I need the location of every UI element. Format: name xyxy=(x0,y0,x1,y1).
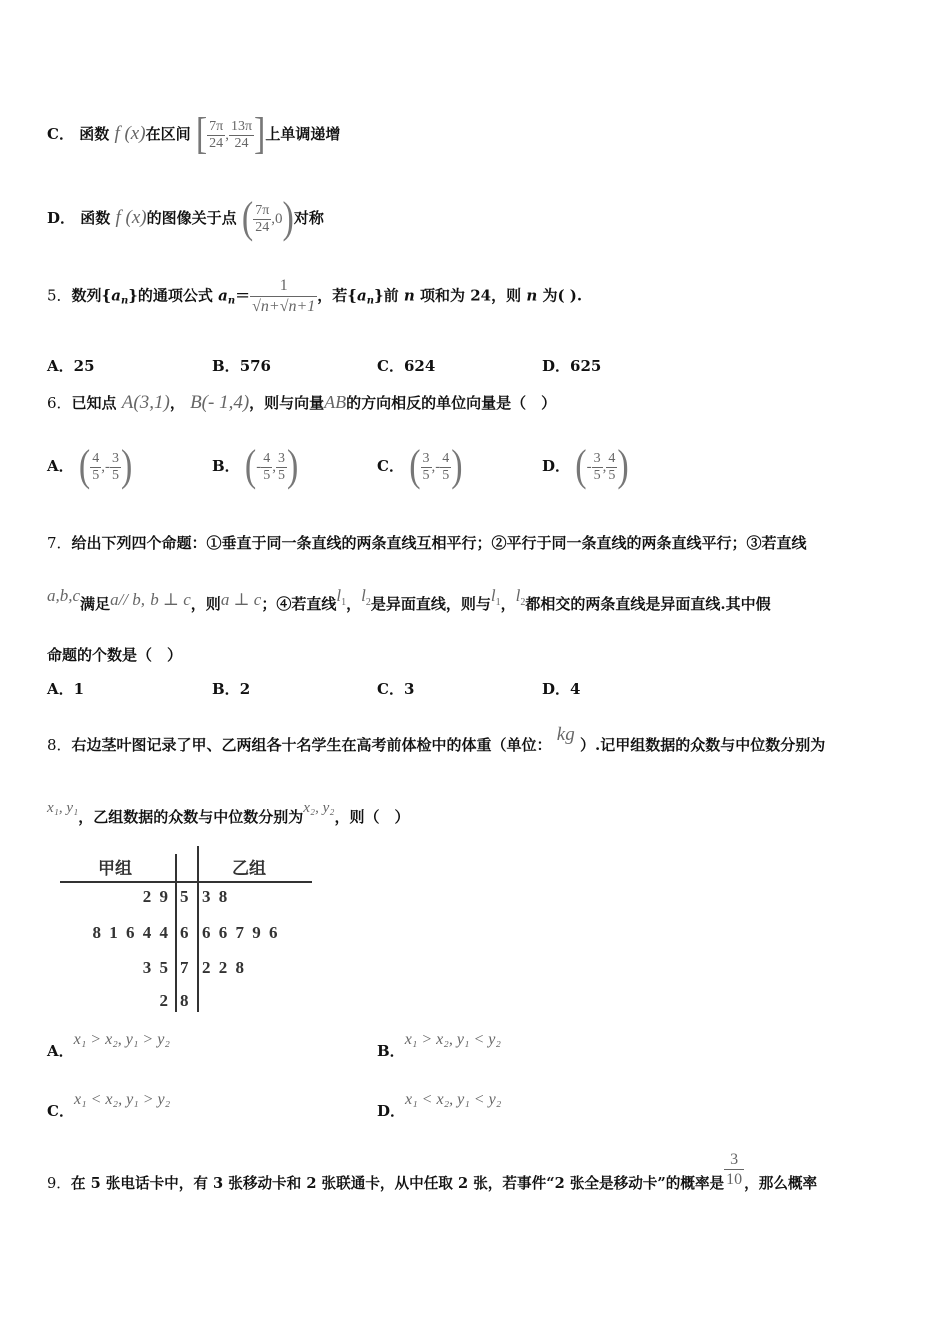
fraction xyxy=(207,119,225,152)
paren-left: ( xyxy=(575,442,587,491)
vector-ab: AB xyxy=(324,392,347,412)
text: 已知点 xyxy=(71,394,117,412)
denominator: 5 xyxy=(263,467,271,483)
q5-option-a[interactable] xyxy=(47,355,95,376)
fraction xyxy=(253,203,271,236)
var-n: n xyxy=(403,286,415,305)
denominator: 5 xyxy=(442,467,450,483)
numerator: 3 xyxy=(111,450,119,466)
text: ，乙组数据的众数与中位数分别为 xyxy=(78,808,304,826)
q6-option-a[interactable] xyxy=(47,442,133,491)
q7-stem-line2 xyxy=(47,586,771,614)
option-label: B． xyxy=(377,1042,405,1060)
option-value: 25 xyxy=(73,357,95,375)
option-label: D． xyxy=(377,1102,406,1120)
text: ）.记甲组数据的众数与中位数分别为 xyxy=(579,736,826,754)
fraction xyxy=(261,451,272,484)
q7-stem-line3 xyxy=(47,644,182,665)
denominator: √n+√n+1 xyxy=(252,298,316,315)
text: ；④若直线 xyxy=(261,595,337,613)
conclusion: a ⊥ c xyxy=(220,590,262,609)
text: 函数 xyxy=(79,125,110,143)
sign: , xyxy=(602,459,607,475)
subscript: 2 xyxy=(365,597,371,608)
option-value: 2 xyxy=(239,680,251,698)
math-vars: a,b,c xyxy=(47,586,81,605)
text: 对称 xyxy=(293,209,324,227)
numerator: 3 xyxy=(724,1150,744,1170)
fraction xyxy=(606,451,617,484)
numerator: 4 xyxy=(92,450,100,466)
option-value: x₁ < x₂, y₁ < y₂ xyxy=(405,1091,502,1108)
q8-option-b[interactable] xyxy=(377,1030,501,1061)
text: ，若{ xyxy=(317,286,357,305)
text: 都相交的两条直线是异面直线.其中假 xyxy=(525,595,771,613)
text: ，那么概率 xyxy=(744,1175,818,1192)
option-label: D． xyxy=(542,357,571,375)
numerator: 1 xyxy=(250,276,317,297)
option-label: C． xyxy=(377,357,404,375)
leaf-left: 2 9 xyxy=(142,887,168,906)
sign: , xyxy=(272,459,276,475)
stem-header-left: 甲组 xyxy=(98,859,132,879)
subscript: 1 xyxy=(341,597,347,608)
question-number: 6． xyxy=(47,394,72,412)
stem-header-right: 乙组 xyxy=(232,859,266,879)
text: ， xyxy=(500,595,516,613)
denominator: 5 xyxy=(593,467,601,483)
option-value: x₁ > x₂, y₁ < y₂ xyxy=(404,1031,501,1048)
text: 的图像关于点 xyxy=(146,209,237,227)
option-label: D． xyxy=(542,680,571,698)
var-n: n xyxy=(526,286,538,305)
subscript: 2 xyxy=(520,597,526,608)
option-value: 624 xyxy=(403,357,436,375)
math-x2y2: x₂, y₂ xyxy=(303,800,335,816)
leaf-left: 8 1 6 4 4 xyxy=(92,923,168,942)
q5-stem xyxy=(47,276,582,317)
question-number: 5． xyxy=(47,286,72,305)
q8-stem-line2 xyxy=(47,800,410,827)
denominator: 24 xyxy=(209,135,224,151)
text: ，则与向量 xyxy=(249,394,325,412)
option-label: B． xyxy=(212,357,240,375)
paren-left: ( xyxy=(78,442,91,491)
stem-value: 6 xyxy=(180,923,189,942)
option-label: C． xyxy=(377,457,404,475)
text: 右边茎叶图记录了甲、乙两组各十名学生在高考前体检中的体重（单位： xyxy=(71,736,552,754)
text: 满足 xyxy=(80,595,111,613)
fraction xyxy=(229,119,254,152)
text: 为( ). xyxy=(542,286,583,305)
option-label: C． xyxy=(47,1102,74,1120)
subscript: n xyxy=(120,295,129,307)
option-value: 625 xyxy=(570,357,602,375)
q6-option-c[interactable] xyxy=(377,442,463,491)
denominator: 24 xyxy=(234,135,249,151)
q5-option-d[interactable] xyxy=(542,355,601,376)
q7-option-c[interactable] xyxy=(377,678,414,699)
numerator: 13π xyxy=(230,118,253,134)
option-label: C． xyxy=(47,125,74,143)
stem-value: 5 xyxy=(180,887,189,906)
option-label: A． xyxy=(47,357,74,375)
condition-perp: b ⊥ c xyxy=(150,590,191,609)
q5-option-c[interactable] xyxy=(377,355,435,376)
numerator: 3 xyxy=(278,450,285,466)
math-function: f (x) xyxy=(115,207,147,228)
option-label: C． xyxy=(377,680,404,698)
option-label: D． xyxy=(542,457,571,475)
text: 在 5 张电话卡中，有 3 张移动卡和 2 张联通卡，从中任取 2 张，若事件“2 张全是移动卡”的概率是 xyxy=(70,1175,725,1192)
var-a: a xyxy=(356,286,367,305)
q5-option-b[interactable] xyxy=(212,355,271,376)
denominator: 5 xyxy=(422,467,430,483)
paren-right: ) xyxy=(120,442,133,491)
stem-value: 7 xyxy=(180,958,189,977)
denominator: 5 xyxy=(111,467,119,483)
q7-stem-line1 xyxy=(47,532,807,553)
option-value: x₁ < x₂, y₁ > y₂ xyxy=(73,1091,171,1108)
q8-option-a[interactable] xyxy=(47,1030,170,1061)
paren-left: ( xyxy=(241,194,254,243)
sign: ,- xyxy=(431,459,441,475)
text: 项和为 24，则 xyxy=(420,286,522,305)
math-function: f (x) xyxy=(114,123,146,144)
numerator: 7π xyxy=(209,118,224,134)
fraction xyxy=(276,451,287,484)
line-l2: l xyxy=(515,586,521,605)
numerator: 4 xyxy=(608,450,616,466)
paren-right: ) xyxy=(282,194,294,243)
q4-option-d xyxy=(47,194,324,243)
text: 在区间 xyxy=(145,125,191,143)
fraction xyxy=(724,1150,744,1189)
point-b: B(- 1,4) xyxy=(190,392,250,413)
text: ， xyxy=(346,595,362,613)
q8-option-c[interactable] xyxy=(47,1090,170,1121)
subscript: n xyxy=(366,295,374,307)
q4-option-c: C． 函数 f (x)在区间 [ $\frac{7\pi}{24}$ , $\frac{13\pi}{24}$ ]上单调递增 xyxy=(47,110,341,159)
option-value: 4 xyxy=(570,680,581,698)
text: 上单调递增 xyxy=(265,125,341,143)
numerator: 3 xyxy=(593,450,601,466)
option-value: 1 xyxy=(73,680,85,698)
q6-option-d[interactable] xyxy=(542,442,629,491)
var-a: a xyxy=(218,286,228,305)
stem-value: 8 xyxy=(180,991,189,1010)
fraction xyxy=(440,451,451,484)
q6-option-b[interactable] xyxy=(212,442,299,491)
line-l1: l xyxy=(490,586,496,605)
q9-stem xyxy=(47,1150,817,1193)
text: 是异面直线，则与 xyxy=(370,595,491,613)
numerator: 3 xyxy=(422,450,430,466)
paren-right: ) xyxy=(451,442,463,491)
denominator: 5 xyxy=(92,467,100,483)
fraction xyxy=(90,451,101,484)
var-a: a xyxy=(111,286,121,305)
denominator: 24 xyxy=(255,219,270,235)
q7-option-d[interactable] xyxy=(542,678,580,699)
q8-stem-line1 xyxy=(47,724,825,755)
option-label: A． xyxy=(47,680,74,698)
stem-leaf-plot xyxy=(60,840,320,1015)
text: ， xyxy=(169,394,185,412)
point-y: ,0 xyxy=(271,211,283,227)
text: ，则 xyxy=(190,595,221,613)
subscript: 1 xyxy=(495,597,501,608)
paren-left: ( xyxy=(244,442,257,491)
paren-left: ( xyxy=(409,442,421,491)
text: 给出下列四个命题：①垂直于同一条直线的两条直线互相平行；②平行于同一条直线的两条直线平行；③若直线 xyxy=(71,534,807,552)
fraction xyxy=(592,451,603,484)
option-label: A． xyxy=(47,457,74,475)
fraction xyxy=(421,451,432,484)
text: }的通项公式 xyxy=(128,286,213,305)
line-l2: l xyxy=(361,586,366,605)
paren-right: ) xyxy=(287,442,299,491)
numerator: 7π xyxy=(255,202,270,218)
q8-option-d[interactable] xyxy=(377,1090,501,1121)
text: 命题的个数是（ ） xyxy=(47,646,183,664)
question-number: 8． xyxy=(47,736,72,754)
line-l1: l xyxy=(336,586,342,605)
text: 的方向相反的单位向量是（ ） xyxy=(346,394,557,412)
sign: - xyxy=(586,459,592,475)
option-label: B． xyxy=(212,457,240,475)
leaf-right: 2 2 8 xyxy=(202,958,244,977)
q7-option-a[interactable] xyxy=(47,678,84,699)
option-label: A． xyxy=(47,1042,74,1060)
option-label: B． xyxy=(212,680,240,698)
option-label: D． xyxy=(47,209,76,227)
equals: ＝ xyxy=(235,286,251,305)
leaf-right: 3 8 xyxy=(202,887,228,906)
subscript: n xyxy=(227,295,236,307)
option-value: x₁ > x₂, y₁ > y₂ xyxy=(73,1031,170,1048)
question-number: 7． xyxy=(47,534,72,552)
text: 函数 xyxy=(80,209,111,227)
fraction xyxy=(250,276,317,317)
leaf-left: 2 xyxy=(159,991,168,1010)
text: }前 xyxy=(373,286,399,305)
paren-right: ) xyxy=(617,442,629,491)
fraction xyxy=(110,451,121,484)
point-a: A(3,1) xyxy=(121,392,170,413)
numerator: 4 xyxy=(263,450,271,466)
text: 数列{ xyxy=(71,286,112,305)
sign: - xyxy=(256,459,262,475)
denominator: 5 xyxy=(608,467,616,483)
numerator: 4 xyxy=(442,450,450,466)
denominator: 5 xyxy=(278,467,285,483)
q6-stem xyxy=(47,392,556,414)
unit: kg xyxy=(556,724,575,745)
option-value: 3 xyxy=(403,680,415,698)
option-value: 576 xyxy=(239,357,271,375)
q7-option-b[interactable] xyxy=(212,678,250,699)
math-x1y1: x₁, y₁ xyxy=(47,800,79,816)
text: ，则（ ） xyxy=(334,808,410,826)
condition-parallel: a// b, xyxy=(110,590,146,609)
leaf-left: 3 5 xyxy=(142,958,168,977)
question-number: 9． xyxy=(47,1175,71,1192)
bracket-left: [ xyxy=(195,110,208,159)
bracket-right: ] xyxy=(254,110,266,159)
denominator: 10 xyxy=(726,1171,743,1188)
leaf-right: 6 6 7 9 6 xyxy=(202,923,278,942)
sign: ,- xyxy=(101,459,110,475)
